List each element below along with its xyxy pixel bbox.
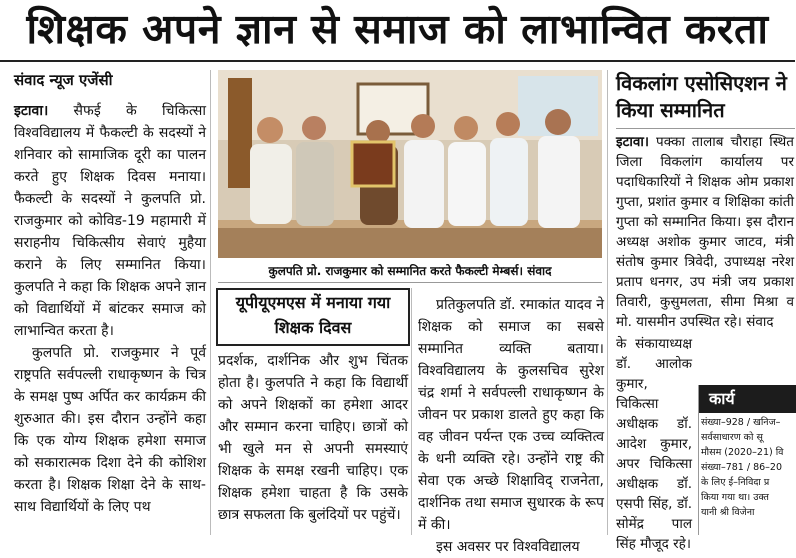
main-story-para-2: कुलपति प्रो. राजकुमार ने पूर्व राष्ट्रपति सर्वपल्ली राधाकृष्णन के चित्र के समक्ष पुष्प अर्पित कर कार्यक्रम की शुरुआत की। इस दौरान उन्होंने कहा कि एक योग्य शिक्षक हमेशा समाज को सकारात्मक दिशा देने की कोशिश करता है। शिक्षक शिक्षा देने के साथ-साथ विद्यार्थियों के लिए पथ [14, 345, 206, 515]
headline-rule [0, 60, 795, 62]
sub-story-headline-box [216, 288, 410, 346]
sub-story-column-2 [418, 294, 604, 555]
main-story-column-1 [14, 100, 206, 532]
photo-illustration [218, 70, 602, 258]
sub-story-column-1: प्रदर्शक, दार्शनिक और शुभ चिंतक होता है। कुलपति ने कहा कि विद्यार्थी को अपने शिक्षकों का हमेशा आदर और सम्मान करना चाहिए। छात्रों को भी खुले मन से अपनी समस्याएं शिक्षक के समक्ष रखनी चाहिए। एक शिक्षक हमेशा चाहता है कि उसके छात्र सफलता कि बुलंदियों पर पहुंचें। [218, 353, 408, 523]
side-headline-rule [616, 128, 795, 129]
sub-story-col2-text: प्रतिकुलपति डॉ. रमाकांत यादव ने शिक्षक को समाज का सबसे सम्मानित व्यक्ति बताया। विश्वविद्यालय के कुलसचिव सुरेश चंद्र शर्मा ने सर्वपल्ली राधाकृष्णन के जीवन पर प्रकाश डालते हुए कहा कि वह जीवन पर्यन्त एक उच्च व्यक्तित्व के धनी व्यक्ति रहे। उन्होंने राष्ट्र की सेवा एक अच्छे शिक्षाविद् राजनेता, दार्शनिक तथा समाज सुधारक के रूप में की। [418, 297, 604, 533]
caption-rule [218, 282, 602, 283]
notice-line: किया गया था। उक्त [701, 492, 769, 503]
notice-title: कार्य [699, 385, 796, 413]
side-story-headline: विकलांग एसोसिएशन ने किया सम्मानित [616, 71, 787, 122]
column-divider [210, 70, 211, 535]
side-dateline: इटावा। [616, 134, 650, 150]
sub-story-col2-tail: इस अवसर पर विश्वविद्यालय [436, 539, 580, 555]
main-story-para-1: सैफई के चिकित्सा विश्वविद्यालय में फैकल्टी के सदस्यों ने शनिवार को सामाजिक दूरी का पालन करते हुए शिक्षक दिवस मनाया। फैकल्टी के सदस्यों ने कुलपति प्रो. राजकुमार को कोविड-19 महामारी में सराहनीय चिकित्सीय सेवाएं मुहैया कराने के लिए सम्मानित किया। कुलपति ने कहा कि शिक्षक अपने ज्ञान को विद्यार्थियों में बांटकर समाज को लाभान्वित करता है। [14, 103, 206, 339]
photo-caption: कुलपति प्रो. राजकुमार को सम्मानित करते फैकल्टी मेम्बर्स। संवाद [268, 264, 552, 278]
notice-line: मौसम (2020–21) वि [701, 447, 784, 458]
side-story-text: पक्का तालाब चौराहा स्थित जिला विकलांग कार्यालय पर पदाधिकारियों ने शिक्षक ओम प्रकाश गुप्ता, प्रशांत कुमार व शिक्षिका कांती गुप्ता को सम्मानित किया। इस दौरान अध्यक्ष अशोक कुमार जाटव, मंत्री संतोष कुमार त्रिवेदी, उपाध्यक्ष नरेश प्रताप धनगर, उप मंत्री जय प्रकाश तिवारी, कुसुमलता, सीमा मिश्रा व मो. यासमीन उपस्थित रहे। संवाद [616, 134, 794, 330]
notice-line: के लिए ई–निविदा प्र [701, 477, 770, 488]
sub-story-headline-line-1: यूपीयूएमएस में मनाया गया [235, 293, 391, 312]
notice-line: संख्या–781 / 86–20 [701, 462, 782, 473]
dateline: इटावा। [14, 103, 49, 119]
news-photo [218, 70, 602, 258]
notice-advert [698, 385, 796, 535]
side-story-body [616, 132, 794, 332]
sub-story-headline-line-2: शिक्षक दिवस [274, 318, 352, 337]
column-divider [411, 288, 412, 535]
byline: संवाद न्यूज एजेंसी [14, 71, 113, 89]
page-headline: शिक्षक अपने ज्ञान से समाज को लाभान्वित करता [26, 5, 769, 53]
notice-lines [699, 415, 796, 520]
notice-line: सर्वसाधारण को सू [701, 432, 763, 443]
main-story-continuation: के संकायाध्यक्ष डॉ. आलोक कुमार, चिकित्सा अधीक्षक डॉ. आदेश कुमार, अपर चिकित्सा अधीक्षक डॉ. एसपी सिंह, डॉ. सोमेंद्र पाल सिंह मौजूद रहे। [616, 336, 692, 552]
notice-line: संख्या–928 / खनिज– [701, 417, 781, 428]
notice-line: यानी श्री विजेना [701, 507, 755, 518]
column-divider [607, 70, 608, 535]
